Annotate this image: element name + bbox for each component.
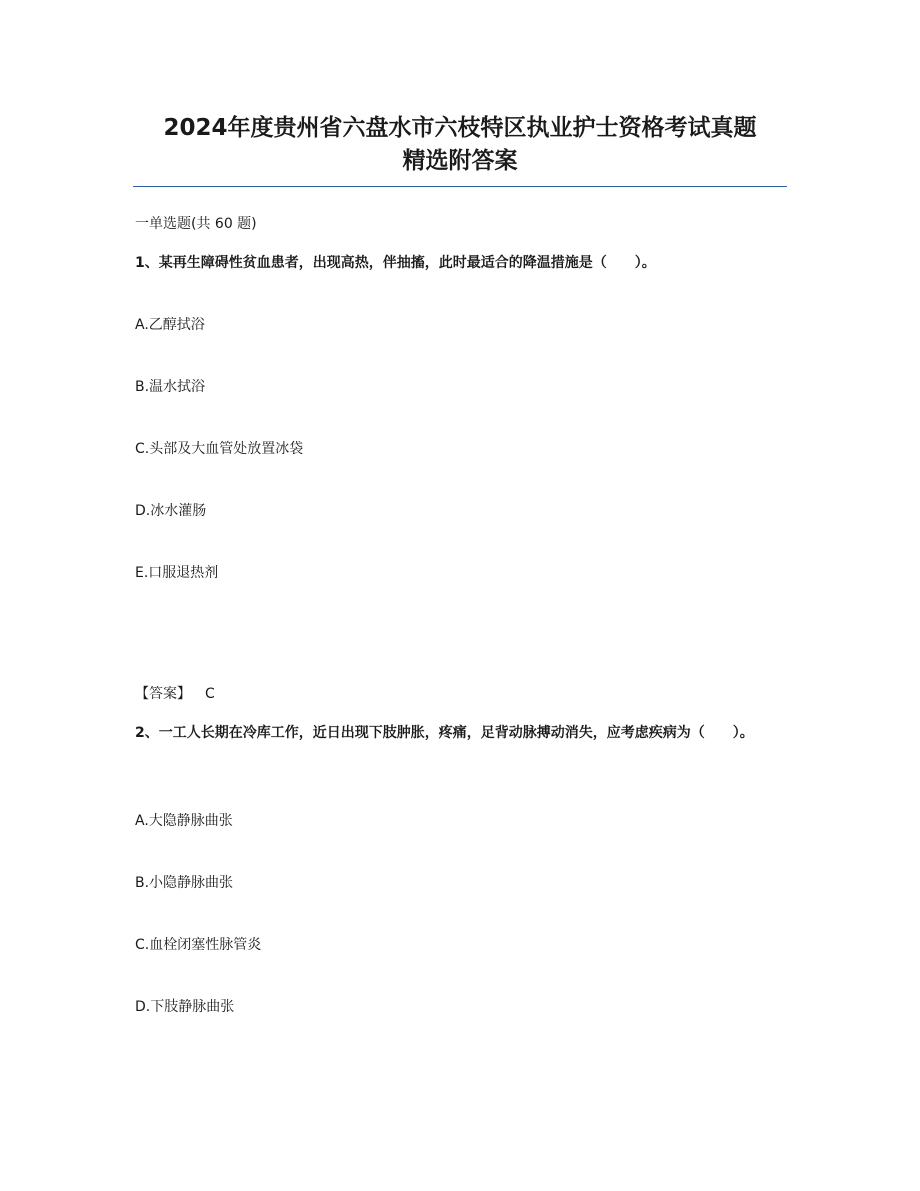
question-2-option-c: C.血栓闭塞性脉管炎 [135, 937, 262, 953]
title-line-1: 2024年度贵州省六盘水市六枝特区执业护士资格考试真题 [163, 115, 757, 141]
question-1-option-e: E.口服退热剂 [135, 565, 219, 581]
section-label: 一单选题(共 60 题) [135, 216, 257, 232]
question-1-option-c: C.头部及大血管处放置冰袋 [135, 441, 304, 457]
question-2-option-b: B.小隐静脉曲张 [135, 875, 234, 891]
question-2-stem: 2、一工人长期在冷库工作，近日出现下肢肿胀，疼痛，足背动脉搏动消失，应考虑疾病为（ ）。 [135, 725, 754, 741]
question-1-option-b: B.温水拭浴 [135, 379, 206, 395]
title-line-2: 精选附答案 [402, 148, 518, 174]
question-2-option-a: A.大隐静脉曲张 [135, 813, 233, 829]
answer-value: C [205, 686, 215, 702]
question-1-answer [135, 683, 215, 705]
document-title [133, 112, 787, 178]
question-1-stem: 1、某再生障碍性贫血患者，出现高热，伴抽搐，此时最适合的降温措施是（ ）。 [135, 255, 656, 271]
question-1-option-a: A.乙醇拭浴 [135, 317, 205, 333]
answer-label: 【答案】 [135, 686, 191, 702]
question-2-option-d: D.下肢静脉曲张 [135, 999, 235, 1015]
title-divider [133, 186, 787, 187]
question-1-option-d: D.冰水灌肠 [135, 503, 207, 519]
